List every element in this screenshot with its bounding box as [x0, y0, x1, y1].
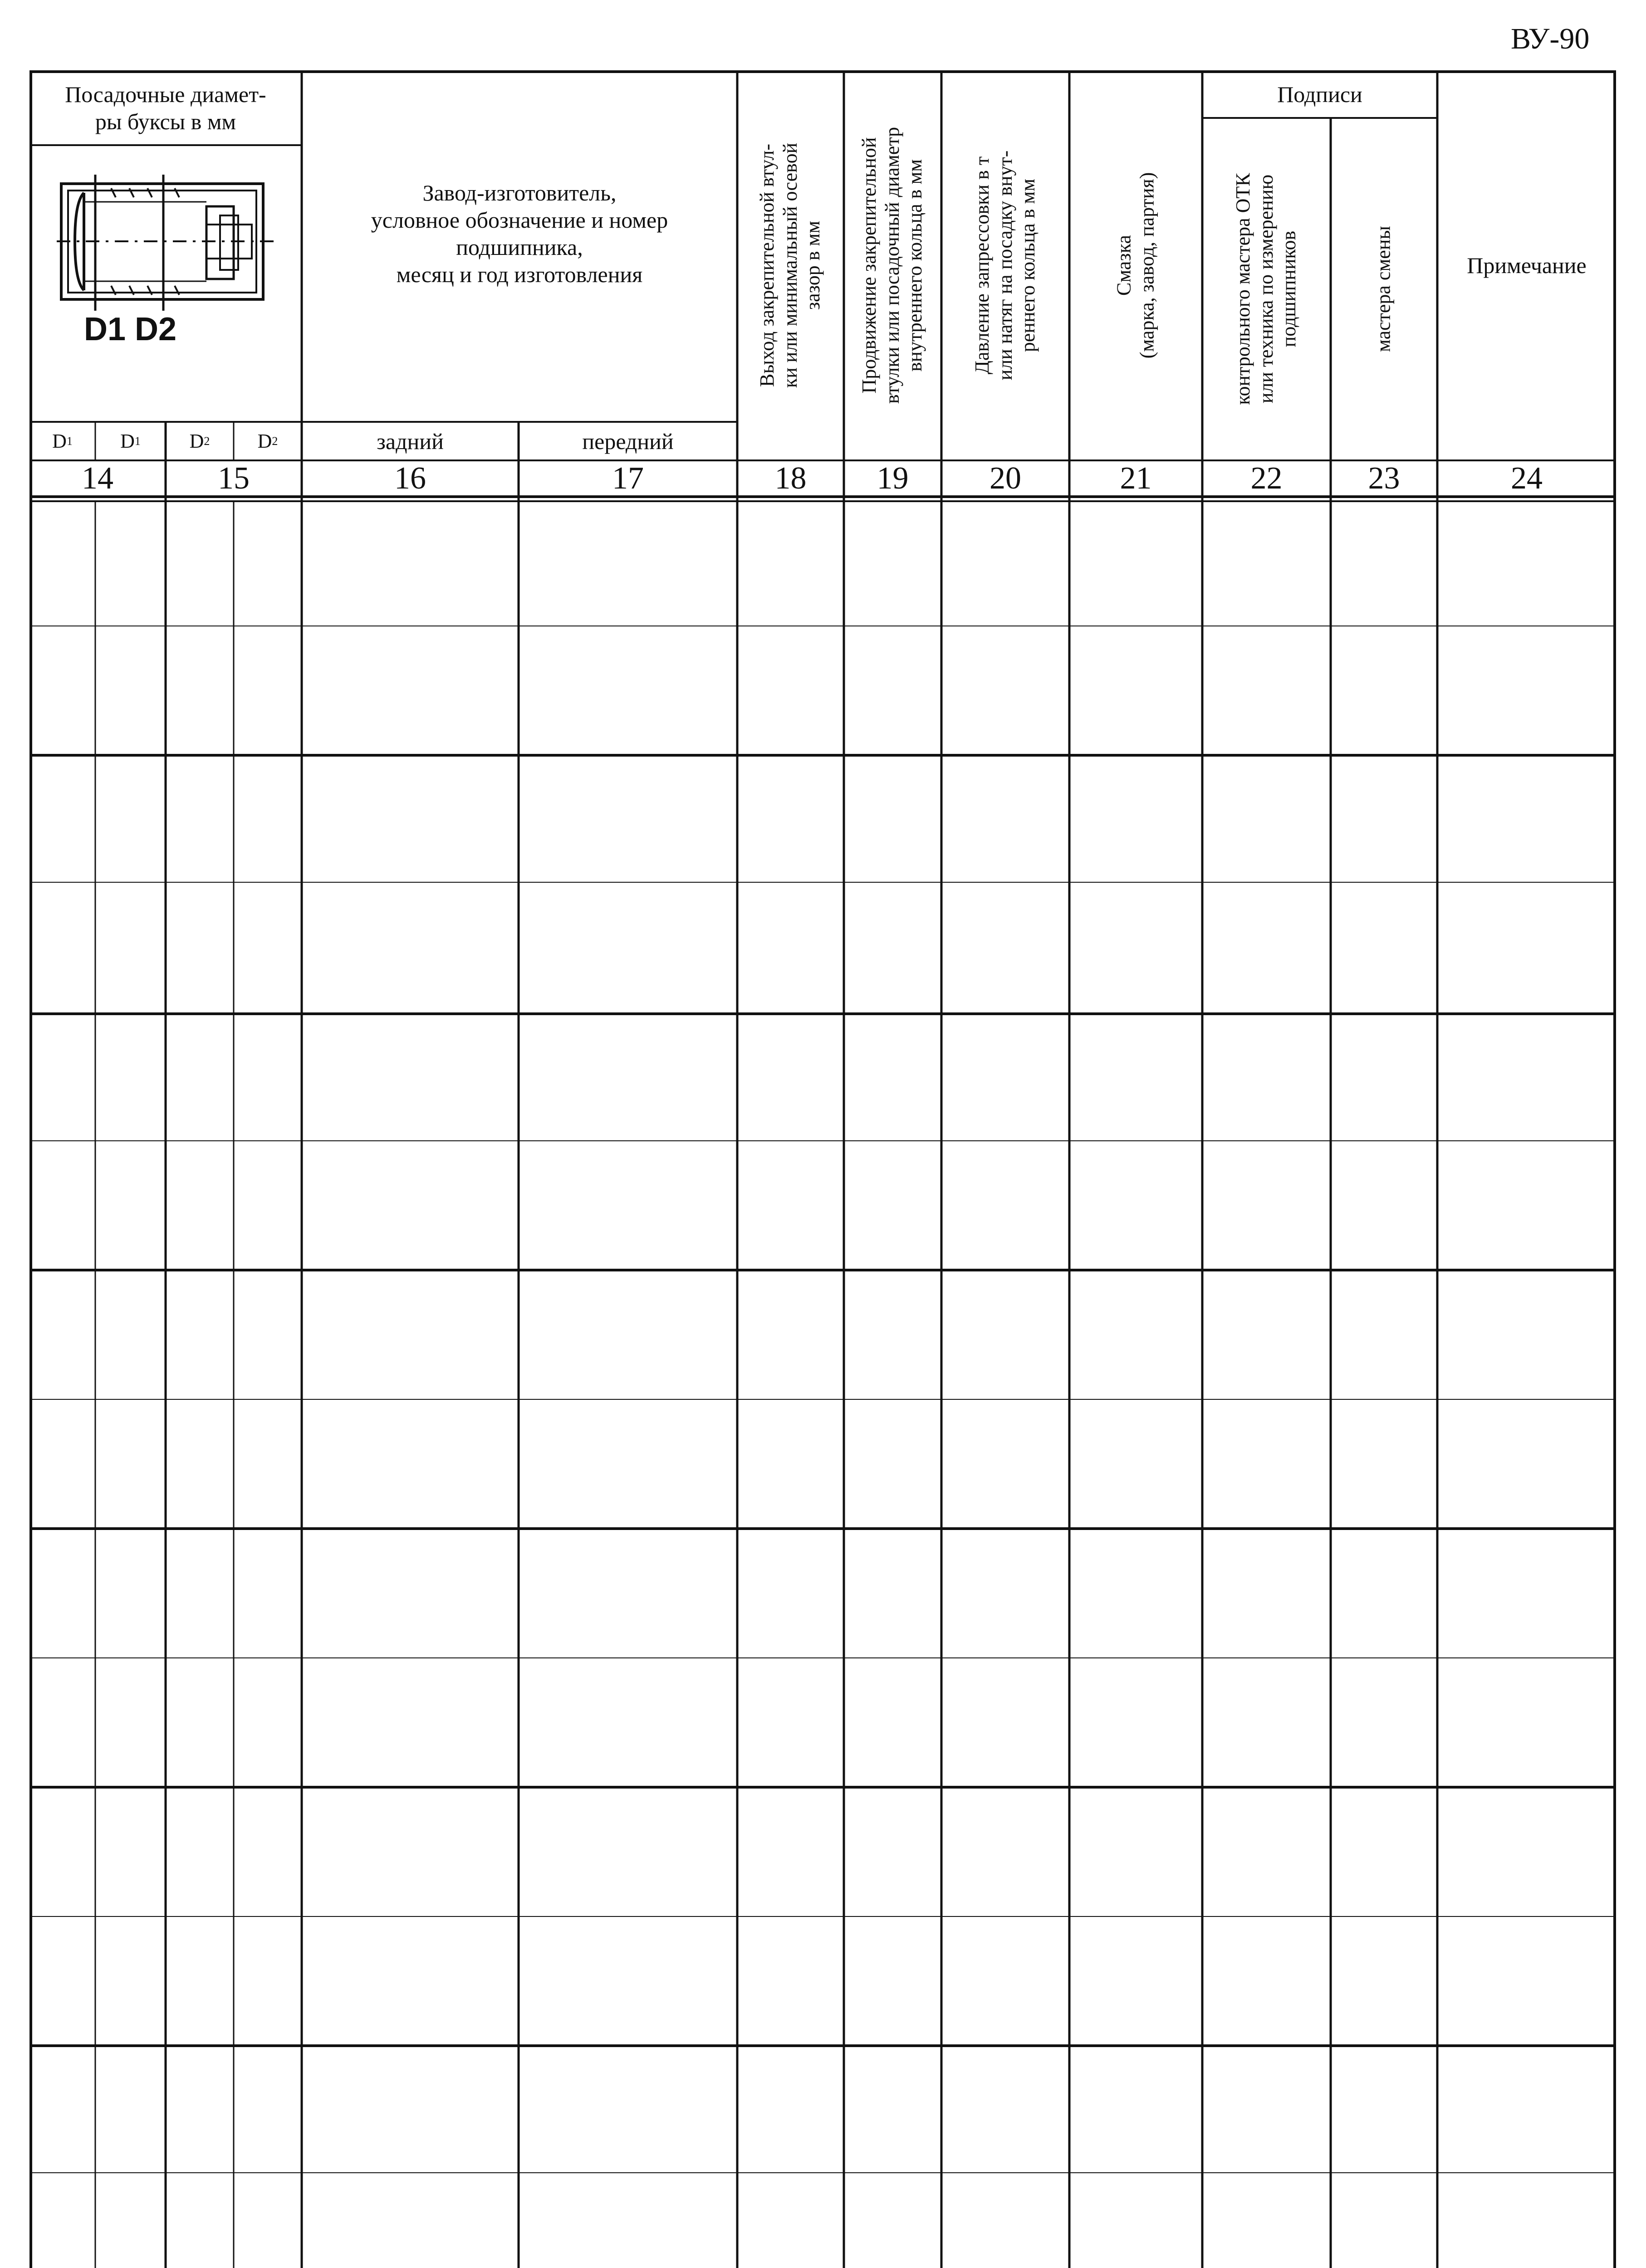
column-number-24: 24: [1511, 461, 1543, 496]
column-number-21: 21: [1120, 461, 1152, 496]
column-number-18: 18: [774, 461, 807, 496]
col-20-title: Давление запрессовки в т или натяг на посадку внут- реннего кольца в мм: [971, 150, 1039, 381]
table-row[interactable]: [29, 1916, 1616, 2046]
axle-box-sketch: [57, 175, 274, 311]
table-row[interactable]: [29, 882, 1616, 1014]
table-row[interactable]: [29, 1658, 1616, 1787]
column-number-15: 15: [218, 461, 250, 496]
table-row[interactable]: [29, 2173, 1616, 2268]
table-row[interactable]: [29, 1270, 1616, 1399]
table-row[interactable]: [29, 2046, 1616, 2173]
sub-rear: задний: [377, 428, 444, 454]
form-code: ВУ-90: [1511, 22, 1590, 55]
col-16-17-title: Завод-изготовитель, условное обозначение и номер подшипника, месяц и год изготовления: [371, 180, 668, 287]
column-number-23: 23: [1368, 461, 1400, 496]
column-number-19: 19: [877, 461, 909, 496]
axle-box-diagram: [57, 175, 274, 347]
col-18-title: Выход закрепительной втул- ки или минимальный осевой зазор в мм: [756, 142, 824, 388]
bearing-record-table: [29, 70, 1616, 2268]
column-number-16: 16: [394, 461, 426, 496]
col-23-title: мастера смены: [1372, 226, 1395, 352]
sub-d2-b: D 2: [257, 430, 278, 452]
table-row[interactable]: [29, 1787, 1616, 1916]
col-21-title: Смазка (марка, завод, партия): [1112, 172, 1158, 359]
table-row[interactable]: [29, 626, 1616, 755]
sub-front: передний: [582, 428, 674, 454]
table-row[interactable]: [29, 1141, 1616, 1270]
table-row[interactable]: [29, 755, 1616, 882]
sub-d2-a: D 2: [189, 430, 210, 452]
diagram-label: D1 D2: [84, 311, 177, 347]
column-number-14: 14: [82, 461, 113, 496]
table-row[interactable]: [29, 501, 1616, 626]
column-number-17: 17: [612, 461, 644, 496]
col-22-title: контрольного мастера ОТК или техника по измерению подшипников: [1232, 173, 1300, 405]
table-row[interactable]: [29, 1529, 1616, 1658]
sub-d1-a: D 1: [52, 430, 73, 452]
signatures-title: Подписи: [1277, 81, 1362, 107]
col-14-15-title: Посадочные диамет- ры буксы в мм: [65, 81, 266, 134]
col-19-title: Продвижение закрепительной втулки или посадочный диаметр внутреннего кольца в мм: [858, 127, 926, 404]
column-number-20: 20: [990, 461, 1021, 496]
sub-d1-b: D 1: [120, 430, 141, 452]
col-24-title: Примечание: [1467, 253, 1587, 278]
column-number-22: 22: [1250, 461, 1283, 496]
table-row[interactable]: [29, 1399, 1616, 1529]
table-row[interactable]: [29, 1014, 1616, 1141]
